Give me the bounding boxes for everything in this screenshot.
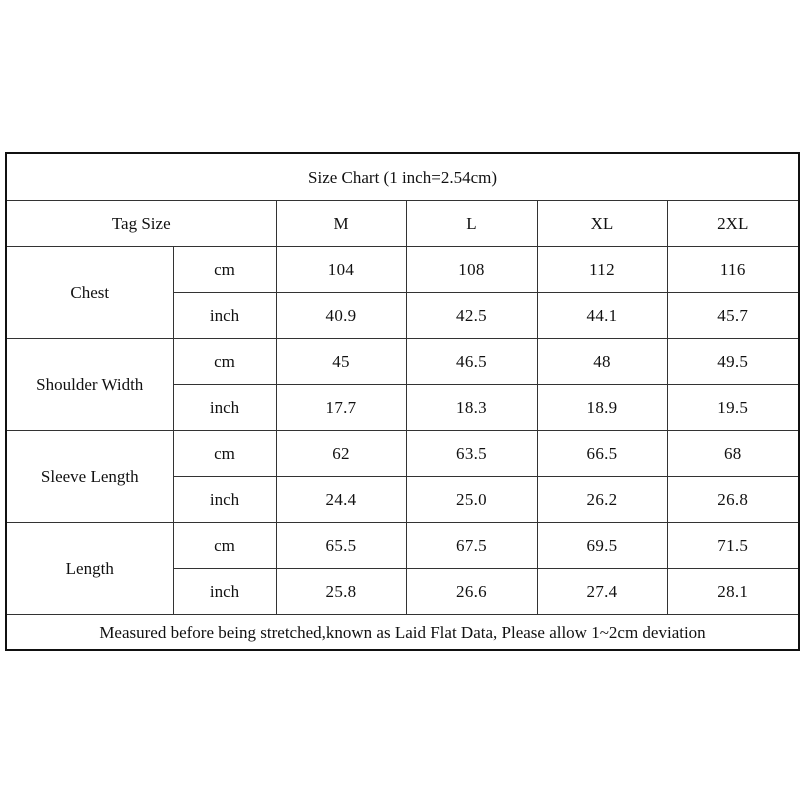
- table-cell: 25.8: [276, 569, 406, 615]
- size-chart-table: [5, 152, 800, 651]
- table-cell: 42.5: [406, 293, 537, 339]
- table-cell: 66.5: [537, 431, 667, 477]
- table-cell: 116: [667, 247, 799, 293]
- table-cell: 44.1: [537, 293, 667, 339]
- table-cell: 108: [406, 247, 537, 293]
- table-cell: 26.2: [537, 477, 667, 523]
- unit-label: cm: [173, 247, 276, 293]
- table-cell: 68: [667, 431, 799, 477]
- table-cell: 104: [276, 247, 406, 293]
- unit-label: inch: [173, 293, 276, 339]
- table-cell: 49.5: [667, 339, 799, 385]
- unit-label: inch: [173, 569, 276, 615]
- table-cell: 62: [276, 431, 406, 477]
- table-cell: 40.9: [276, 293, 406, 339]
- table-cell: 45: [276, 339, 406, 385]
- measure-length-label: Length: [6, 523, 173, 615]
- table-cell: 46.5: [406, 339, 537, 385]
- table-cell: 45.7: [667, 293, 799, 339]
- measure-chest-label: Chest: [6, 247, 173, 339]
- table-cell: 27.4: [537, 569, 667, 615]
- size-chart-container: [5, 152, 798, 651]
- size-header-l: L: [406, 201, 537, 247]
- table-cell: 17.7: [276, 385, 406, 431]
- measure-shoulder-width-label: Shoulder Width: [6, 339, 173, 431]
- size-header-m: M: [276, 201, 406, 247]
- size-header-2xl: 2XL: [667, 201, 799, 247]
- deviation-note: Measured before being stretched,known as Laid Flat Data, Please allow 1~2cm deviation: [6, 615, 799, 651]
- table-cell: 25.0: [406, 477, 537, 523]
- unit-label: cm: [173, 523, 276, 569]
- unit-label: inch: [173, 477, 276, 523]
- table-cell: 18.9: [537, 385, 667, 431]
- chart-title: Size Chart (1 inch=2.54cm): [6, 153, 799, 201]
- unit-label: inch: [173, 385, 276, 431]
- table-cell: 19.5: [667, 385, 799, 431]
- table-cell: 63.5: [406, 431, 537, 477]
- table-cell: 65.5: [276, 523, 406, 569]
- tag-size-label: Tag Size: [6, 201, 276, 247]
- unit-label: cm: [173, 431, 276, 477]
- measure-sleeve-length-label: Sleeve Length: [6, 431, 173, 523]
- table-cell: 112: [537, 247, 667, 293]
- table-cell: 69.5: [537, 523, 667, 569]
- table-cell: 48: [537, 339, 667, 385]
- table-cell: 71.5: [667, 523, 799, 569]
- unit-label: cm: [173, 339, 276, 385]
- table-cell: 67.5: [406, 523, 537, 569]
- table-cell: 26.8: [667, 477, 799, 523]
- table-cell: 28.1: [667, 569, 799, 615]
- table-cell: 24.4: [276, 477, 406, 523]
- table-cell: 26.6: [406, 569, 537, 615]
- size-header-xl: XL: [537, 201, 667, 247]
- table-cell: 18.3: [406, 385, 537, 431]
